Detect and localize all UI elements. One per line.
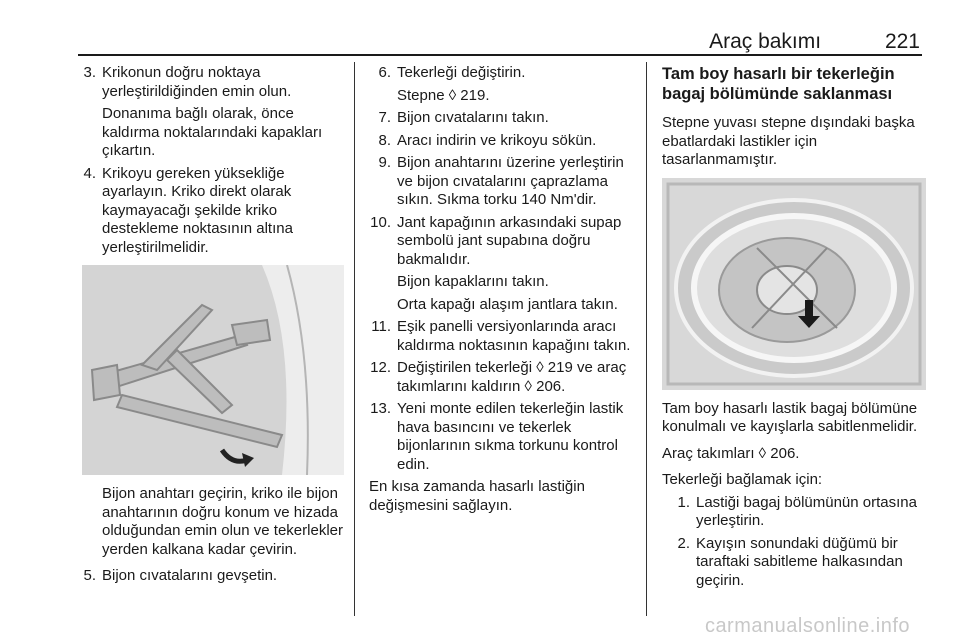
step-text: Krikonun doğru noktaya yerleştirildiğinden emin olun. (102, 64, 292, 100)
column-divider (354, 62, 355, 616)
step-text: Jant kapağının arkasındaki supap sembolü jant supabına doğru bakmalıdır. (397, 213, 622, 268)
step-text: Tekerleği değiştirin. (397, 64, 526, 81)
after-figure-text: Tam boy hasarlı lastik bagaj bölümüne konulmalı ve kayışlarla sabitlenmelidir. (662, 399, 918, 435)
list-item: 5. Bijon cıvatalarını gevşetin. (83, 567, 278, 584)
step-text: Krikoyu gereken yüksekliğe ayarlayın. Kriko direkt olarak kaymayacağı şekilde kriko destekleme noktasının altına yerleştirilmelidir. (102, 164, 293, 256)
step-text: Kayışın sonundaki düğümü bir taraftaki sabitleme halkasından geçirin. (696, 534, 903, 589)
intro-text: Stepne yuvası stepne dışındaki başka ebatlardaki lastikler için tasarlanmamıştır. (662, 114, 915, 168)
figure-caption: Bijon anahtarı geçirin, kriko ile bijon anahtarının doğru konum ve hizada olduğundan emin olun ve tekerlekler yerden kalkana kadar çevirin. (102, 485, 343, 558)
step-note: Stepne ◊ 219. (397, 86, 490, 104)
page-header (709, 30, 920, 54)
list-item: 4. Krikoyu gereken yüksekliğe ayarlayın. Kriko direkt olarak kaymayacağı şekilde kriko destekleme noktasının altına yerleştirilmelidir. (83, 164, 293, 256)
secure-label: Tekerleği bağlamak için: (662, 471, 823, 488)
list-item: 9. Bijon anahtarını üzerine yerleştirin ve bijon cıvatalarını çaprazlama sıkın. Sıkma torku 140 Nm'dir. (378, 154, 624, 208)
list-item: 1. Lastiği bagaj bölümünün ortasına yerleştirin. (677, 493, 917, 529)
column-middle (369, 64, 633, 523)
list-item: 7. Bijon cıvatalarını takın. (378, 109, 549, 126)
watermark: carmanualsonline.info (704, 615, 910, 637)
column-divider (646, 62, 647, 616)
step-text: Yeni monte edilen tekerleğin lastik hava basıncını ve tekerlek bijonlarının sıkma torkunu kontrol edin. (397, 400, 624, 473)
closing-note: En kısa zamanda hasarlı lastiğin değişmesini sağlayın. (369, 478, 585, 514)
list-item: 2. Kayışın sonundaki düğümü bir taraftaki sabitleme halkasından geçirin. (677, 534, 903, 589)
list-item: 12. Değiştirilen tekerleği ◊ 219 ve araç takımlarını kaldırın ◊ 206. (370, 359, 627, 395)
section-heading: Tam boy hasarlı bir tekerleğin bagaj bölümünde saklanması (662, 65, 895, 103)
step-note: Orta kapağı alaşım jantlara takın. (397, 295, 618, 313)
column-right (662, 64, 928, 594)
step-note: Donanıma bağlı olarak, önce kaldırma noktalarındaki kapakları çıkartın. (102, 105, 323, 159)
column-left (78, 64, 344, 590)
list-item: 10. Jant kapağının arkasındaki supap sembolü jant supabına doğru bakmalıdır. (370, 213, 622, 268)
list-item: 11. Eşik panelli versiyonlarında aracı kaldırma noktasının kapağını takın. (371, 318, 631, 354)
step-text: Değiştirilen tekerleği ◊ 219 ve araç takımlarını kaldırın ◊ 206. (397, 359, 627, 395)
list-item: 3. Krikonun doğru noktaya yerleştirildiğinden emin olun. (83, 64, 292, 100)
list-item: 8. Aracı indirin ve krikoyu sökün. (378, 131, 597, 149)
page-title: Araç bakımı (709, 30, 822, 53)
step-text: Aracı indirin ve krikoyu sökün. (397, 131, 597, 149)
step-text: Bijon anahtarını üzerine yerleştirin ve bijon cıvatalarını çaprazlama sıkın. Sıkma torku 140 Nm'dir. (397, 154, 624, 208)
spare-wheel-well-illustration (662, 178, 926, 390)
step-note: Bijon kapaklarını takın. (397, 273, 549, 290)
header-rule (78, 54, 922, 56)
list-item: 13. Yeni monte edilen tekerleğin lastik hava basıncını ve tekerlek bijonlarının sıkma torkunu kontrol edin. (370, 400, 624, 473)
list-item: 6. Tekerleği değiştirin. (378, 64, 526, 81)
step-text: Bijon cıvatalarını takın. (397, 109, 549, 126)
page-number: 221 (884, 30, 920, 53)
step-text: Eşik panelli versiyonlarında aracı kaldırma noktasının kapağını takın. (397, 318, 631, 354)
step-text: Lastiği bagaj bölümünün ortasına yerleştirin. (696, 493, 917, 529)
tools-reference: Araç takımları ◊ 206. (662, 444, 800, 462)
step-text: Bijon cıvatalarını gevşetin. (102, 567, 278, 584)
jack-illustration (82, 265, 344, 475)
